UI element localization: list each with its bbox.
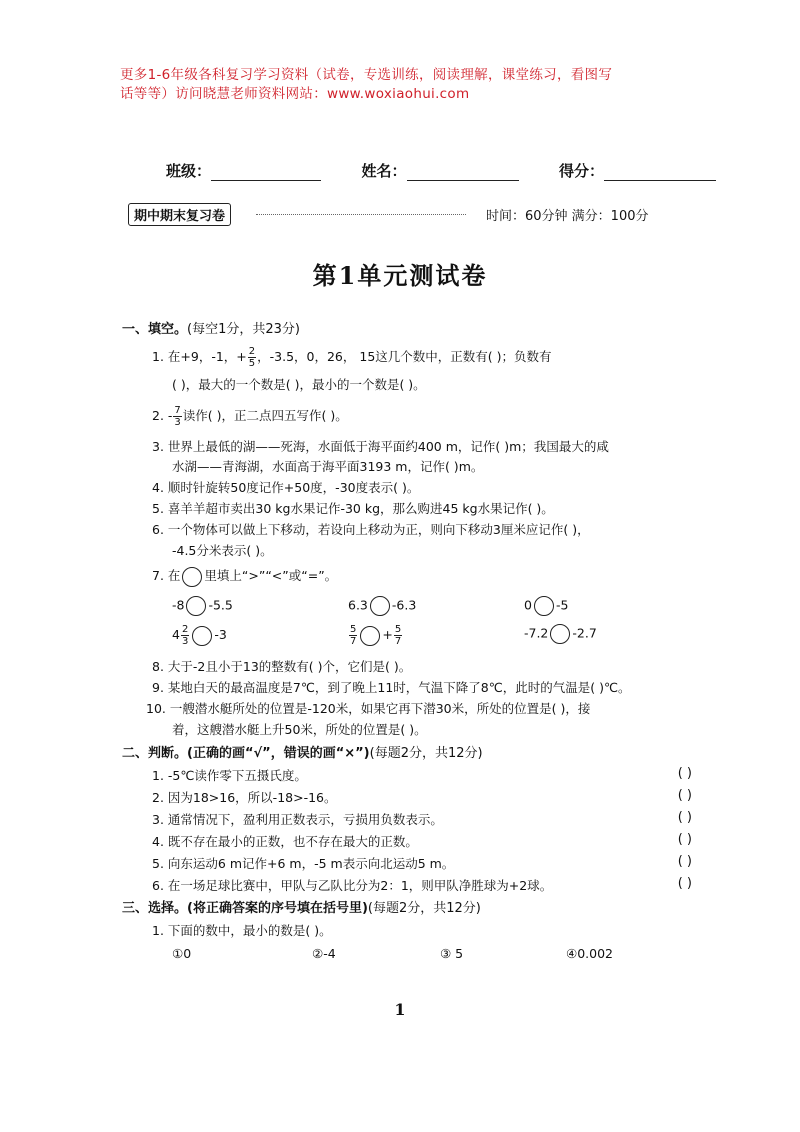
frac-num: 7 xyxy=(174,405,181,416)
time-score-info: 时间：60分钟 满分：100分 xyxy=(486,209,649,224)
fraction-2-3 xyxy=(181,624,189,647)
compare-left: 0 xyxy=(524,597,532,613)
page-number: 1 xyxy=(394,1000,406,1019)
section-2-heading xyxy=(122,742,483,761)
compare-right: -5 xyxy=(555,597,569,613)
fill-q7 xyxy=(152,566,337,587)
judge-answer-3[interactable]: ( ) xyxy=(677,810,692,825)
fill-q5: 5. 喜羊羊超市卖出30 kg水果记作-30 kg，那么购进45 kg水果记作( )。 xyxy=(152,501,554,516)
fill-q2-text-b: 读作( )，正二点四五写作( )。 xyxy=(182,408,348,423)
judge-item-6: 6. 在一场足球比赛中，甲队与乙队比分为2：1，则甲队净胜球为+2球。 xyxy=(152,878,553,893)
judge-answer-2[interactable]: ( ) xyxy=(677,788,692,803)
fill-q1-text-b: ，-3.5，0，26， 15这几个数中，正数有( )；负数有 xyxy=(257,349,552,364)
compare-item-3 xyxy=(524,596,568,616)
compare-circle-icon[interactable] xyxy=(550,624,570,644)
compare-right: -6.3 xyxy=(391,597,417,613)
fill-q10-line1: 10. 一艘潜水艇所处的位置是-120米，如果它再下潜30米，所处的位置是( )，接 xyxy=(146,701,591,716)
frac-num: 2 xyxy=(248,346,256,357)
compare-item-6 xyxy=(524,624,597,644)
student-info-row xyxy=(166,160,716,181)
compare-circle-icon[interactable] xyxy=(370,596,390,616)
compare-circle-icon[interactable] xyxy=(360,626,380,646)
fraction-2-5 xyxy=(248,346,256,369)
frac-den: 7 xyxy=(394,636,402,647)
section-3-heading xyxy=(122,897,481,916)
frac-den: 3 xyxy=(174,417,181,428)
fill-q2-text-a: 2. - xyxy=(152,408,173,423)
compare-right: -3 xyxy=(214,627,227,642)
compare-right: -5.5 xyxy=(208,597,233,613)
frac-den: 5 xyxy=(248,358,256,369)
fill-q3-line1: 3. 世界上最低的湖——死海，水面低于海平面约400 m，记作( )m；我国最大的咸 xyxy=(152,439,609,454)
choice-option-4[interactable]: ④0.002 xyxy=(566,946,613,961)
compare-circle-icon[interactable] xyxy=(192,626,212,646)
promo-line-1: 更多1-6年级各科复习学习资料（试卷，专选训练，阅读理解，课堂练习，看图写 xyxy=(120,67,613,83)
judge-item-2: 2. 因为18>16，所以-18>-16。 xyxy=(152,790,337,805)
compare-item-5 xyxy=(348,624,403,647)
name-label: 姓名： xyxy=(361,162,407,180)
choice-q1: 1. 下面的数中，最小的数是( )。 xyxy=(152,923,332,938)
fill-q2 xyxy=(152,405,348,428)
fill-q1-text-a: 1. 在+9，-1，+ xyxy=(152,349,247,364)
judge-answer-5[interactable]: ( ) xyxy=(677,854,692,869)
choice-option-2[interactable]: ②-4 xyxy=(312,946,336,961)
frac-num: 2 xyxy=(181,624,189,635)
fill-q1-line1 xyxy=(152,346,552,369)
fill-q4: 4. 顺时针旋转50度记作+50度，-30度表示( )。 xyxy=(152,480,420,495)
section-3-note: (每题2分，共12分) xyxy=(367,901,481,916)
judge-answer-6[interactable]: ( ) xyxy=(677,876,692,891)
fill-q8: 8. 大于-2且小于13的整数有( )个，它们是( )。 xyxy=(152,659,412,674)
judge-item-1: 1. -5℃读作零下五摄氏度。 xyxy=(152,768,307,783)
fill-q1-line2: ( )，最大的一个数是( )，最小的一个数是( )。 xyxy=(172,377,426,392)
mixed-whole: 4 xyxy=(172,627,180,642)
exam-type-tag: 期中期末复习卷 xyxy=(128,203,231,226)
fill-q6-line2: -4.5分米表示( )。 xyxy=(172,543,273,558)
frac-den: 7 xyxy=(350,636,357,647)
fill-q3-line2: 水湖——青海湖，水面高于海平面3193 m，记作( )m。 xyxy=(172,459,484,474)
fill-q7-text-a: 7. 在 xyxy=(152,568,181,583)
fill-q6-line1: 6. 一个物体可以做上下移动，若设向上移动为正，则向下移动3厘米应记作( )， xyxy=(152,522,590,537)
judge-answer-4[interactable]: ( ) xyxy=(677,832,692,847)
section-2-note: (每题2分，共12分) xyxy=(369,746,483,761)
compare-circle-icon xyxy=(182,567,202,587)
plus-sign: + xyxy=(382,627,393,642)
frac-num: 5 xyxy=(350,624,357,635)
judge-item-3: 3. 通常情况下，盈利用正数表示，亏损用负数表示。 xyxy=(152,812,443,827)
judge-answer-1[interactable]: ( ) xyxy=(677,766,692,781)
score-label: 得分： xyxy=(558,162,604,180)
fraction-5-7 xyxy=(394,624,402,647)
judge-item-4: 4. 既不存在最小的正数，也不存在最大的正数。 xyxy=(152,834,418,849)
frac-den: 3 xyxy=(181,636,189,647)
compare-left: -8 xyxy=(172,597,185,613)
score-field[interactable] xyxy=(604,164,716,181)
dotted-divider xyxy=(256,214,466,215)
fill-q7-text-b: 里填上“>”“<”或“=”。 xyxy=(204,568,338,583)
judge-item-5: 5. 向东运动6 m记作+6 m，-5 m表示向北运动5 m。 xyxy=(152,856,455,871)
section-1-note: (每空1分，共23分) xyxy=(187,322,300,337)
compare-item-2 xyxy=(348,596,416,616)
name-field[interactable] xyxy=(407,164,519,181)
compare-circle-icon[interactable] xyxy=(534,596,554,616)
fraction-7-3 xyxy=(173,405,181,428)
section-1-title: 一、填空。 xyxy=(122,322,188,337)
compare-left: -7.2 xyxy=(524,625,549,641)
compare-item-1 xyxy=(172,596,233,616)
choice-option-1[interactable]: ①0 xyxy=(172,946,192,961)
compare-item-4 xyxy=(172,624,227,647)
page-title: 第1单元测试卷 xyxy=(312,261,488,290)
promo-line-2: 话等等）访问晓慧老师资料网站：www.woxiaohui.com xyxy=(120,86,470,102)
frac-num: 5 xyxy=(394,624,402,635)
compare-left: 6.3 xyxy=(348,597,368,613)
section-3-title: 三、选择。(将正确答案的序号填在括号里) xyxy=(122,901,368,916)
class-label: 班级： xyxy=(166,162,212,180)
compare-circle-icon[interactable] xyxy=(186,596,206,616)
class-field[interactable] xyxy=(211,164,321,181)
section-2-title: 二、判断。(正确的画“√”，错误的画“×”) xyxy=(122,746,370,761)
fill-q10-line2: 着，这艘潜水艇上升50米，所处的位置是( )。 xyxy=(172,722,427,737)
section-1-heading xyxy=(122,318,300,337)
choice-option-3[interactable]: ③ 5 xyxy=(440,946,464,961)
fill-q9: 9. 某地白天的最高温度是7℃，到了晚上11时，气温下降了8℃，此时的气温是( )℃。 xyxy=(152,680,631,695)
fraction-5-7 xyxy=(349,624,357,647)
compare-right: -2.7 xyxy=(572,625,597,641)
